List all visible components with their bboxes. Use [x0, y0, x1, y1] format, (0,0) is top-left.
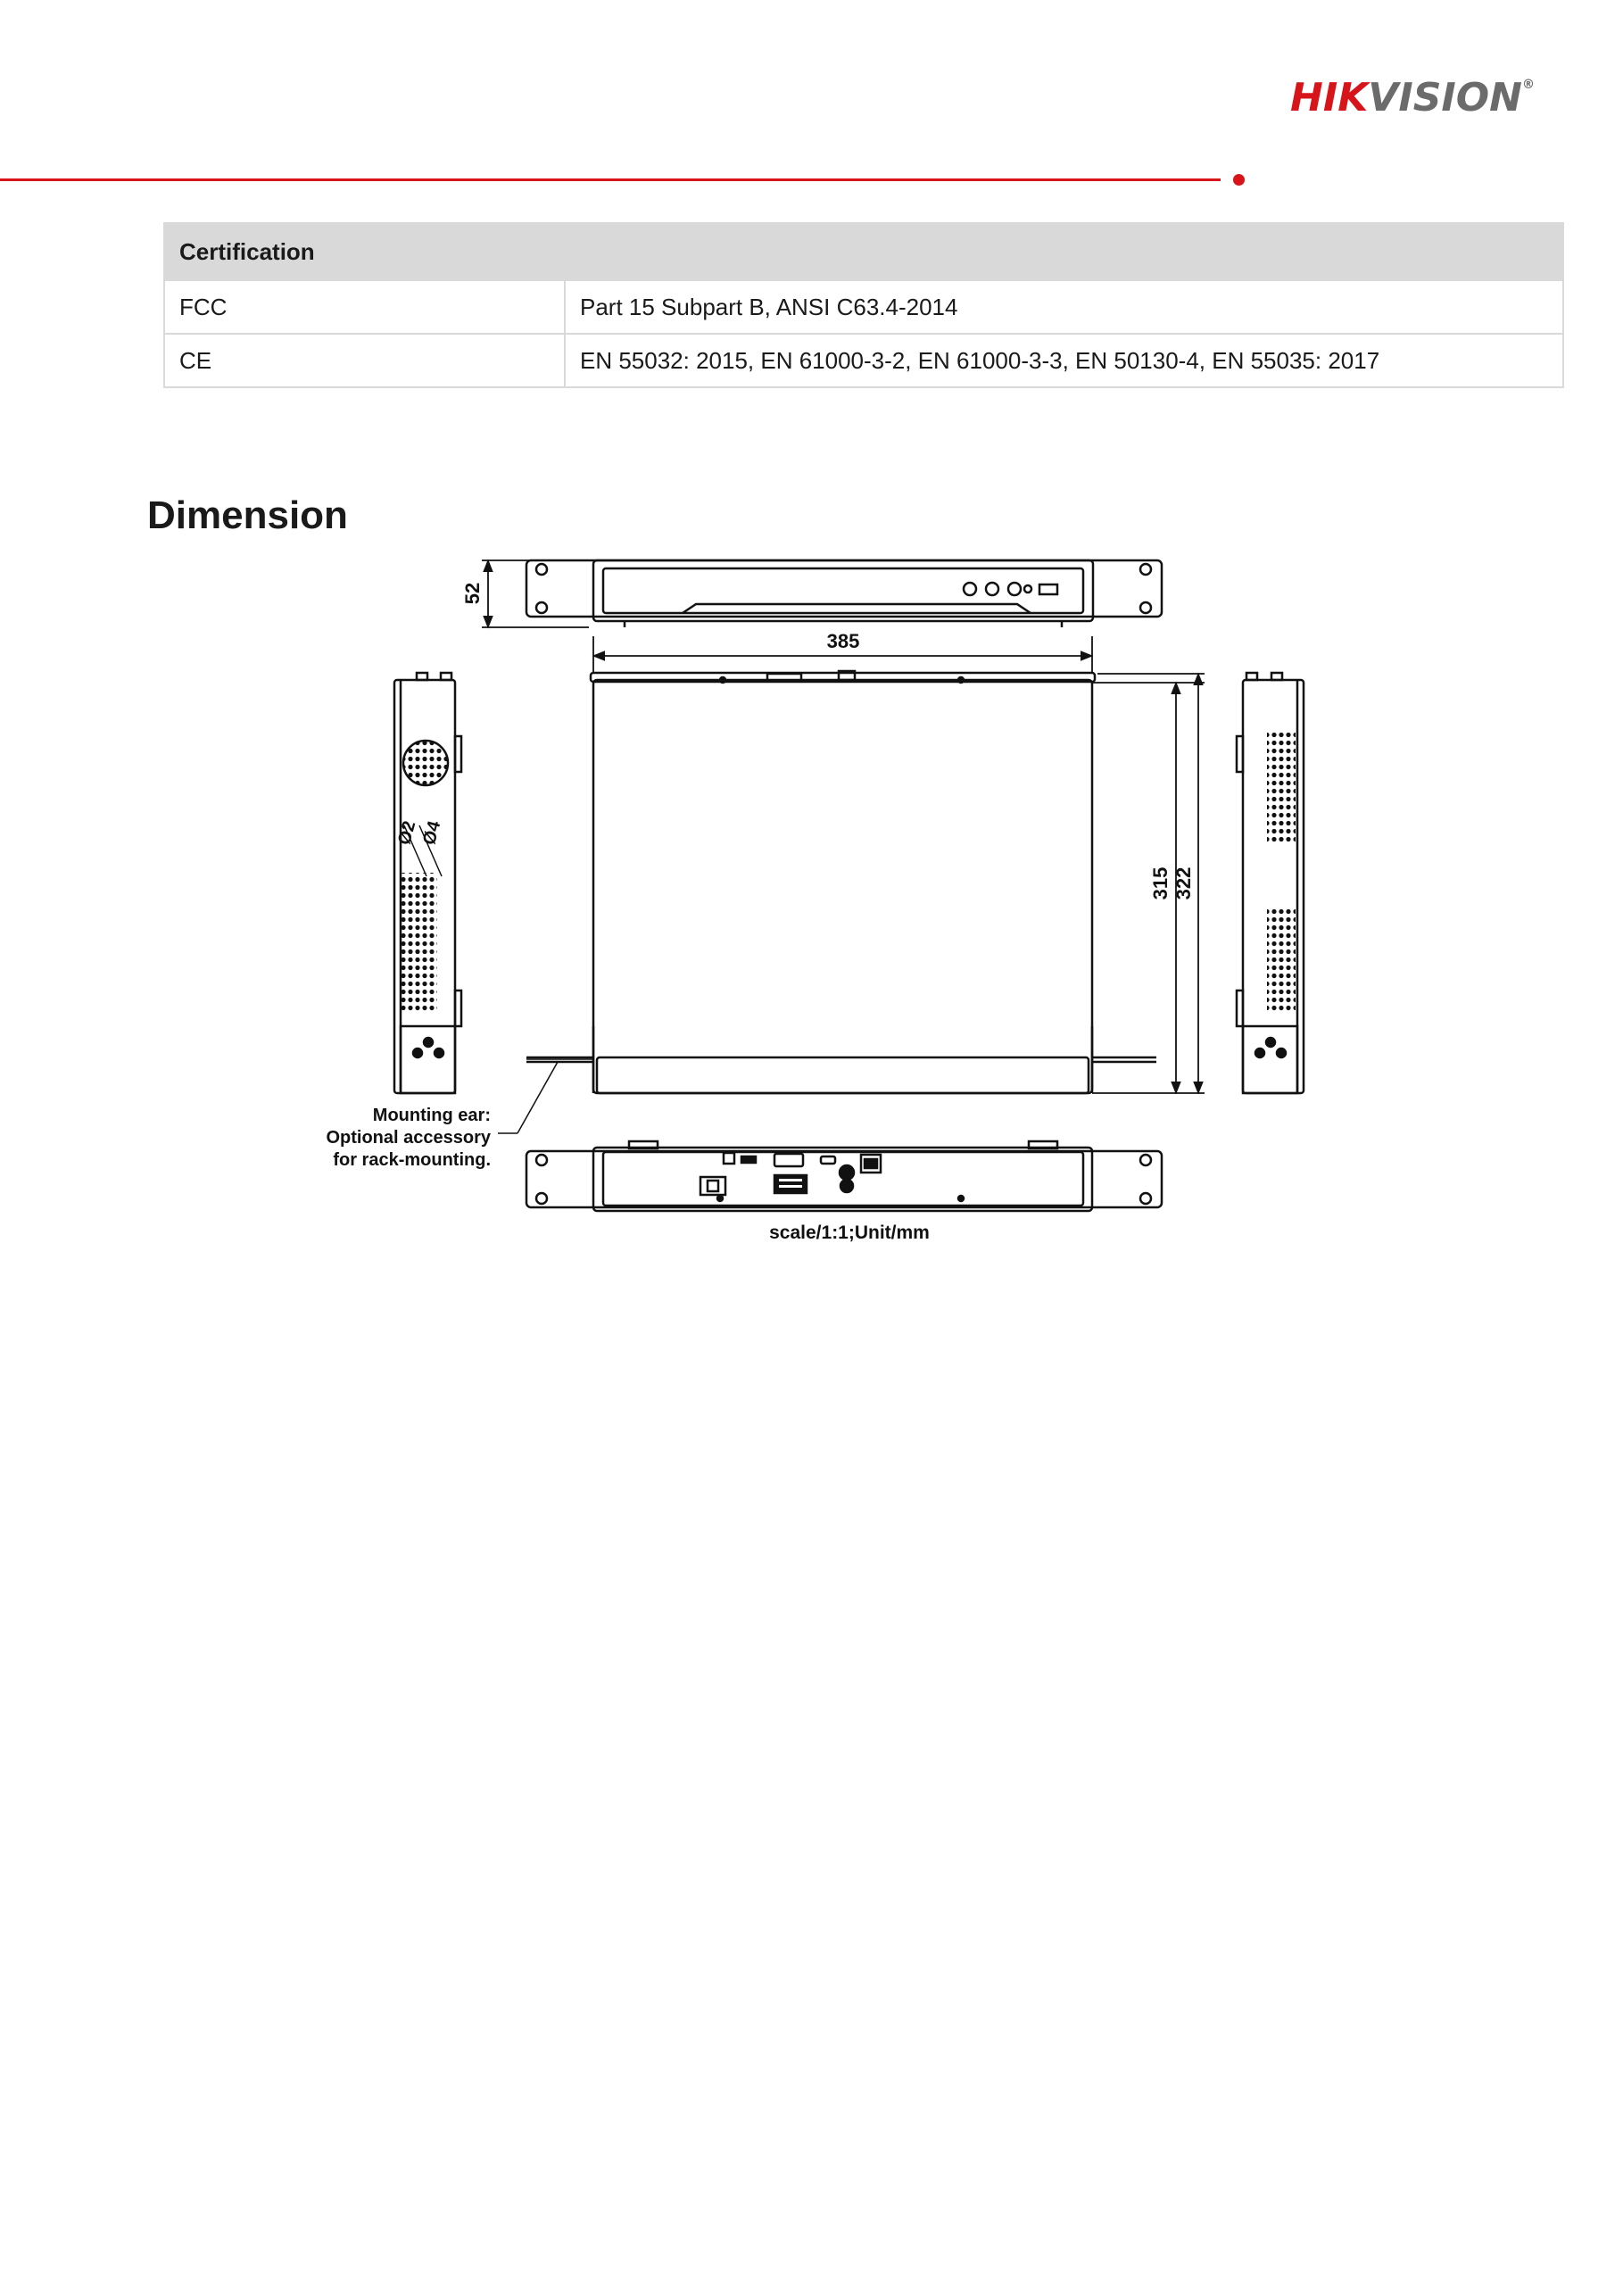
mounting-note-line3: for rack-mounting. — [333, 1150, 491, 1170]
left-side-view — [394, 673, 461, 1093]
depth-inner-label: 315 — [1149, 866, 1172, 900]
height-label: 52 — [461, 582, 484, 605]
cert-label: CE — [164, 334, 565, 387]
cert-value: Part 15 Subpart B, ANSI C63.4-2014 — [565, 280, 1563, 334]
hikvision-logo: HIKVISION® — [1290, 75, 1536, 120]
cert-label: FCC — [164, 280, 565, 334]
mounting-note-line1: Mounting ear: — [372, 1106, 491, 1125]
right-side-view — [1237, 673, 1304, 1093]
width-label: 385 — [826, 630, 860, 652]
table-heading: Certification — [164, 223, 1563, 280]
mounting-ear-leader — [498, 1059, 593, 1133]
mounting-note-line2: Optional accessory — [326, 1128, 491, 1148]
front-view — [526, 560, 1162, 627]
hole-large-label: Ø4 — [419, 818, 445, 848]
rear-view — [526, 1141, 1162, 1211]
depth-outer-label: 322 — [1172, 866, 1195, 900]
cert-value: EN 55032: 2015, EN 61000-3-2, EN 61000-3-3, EN 50130-4, EN 55035: 2017 — [565, 334, 1563, 387]
hole-small-label: Ø2 — [394, 818, 420, 848]
top-view — [526, 671, 1156, 1093]
scale-note: scale/1:1;Unit/mm — [769, 1223, 930, 1243]
section-title-dimension: Dimension — [147, 493, 348, 537]
